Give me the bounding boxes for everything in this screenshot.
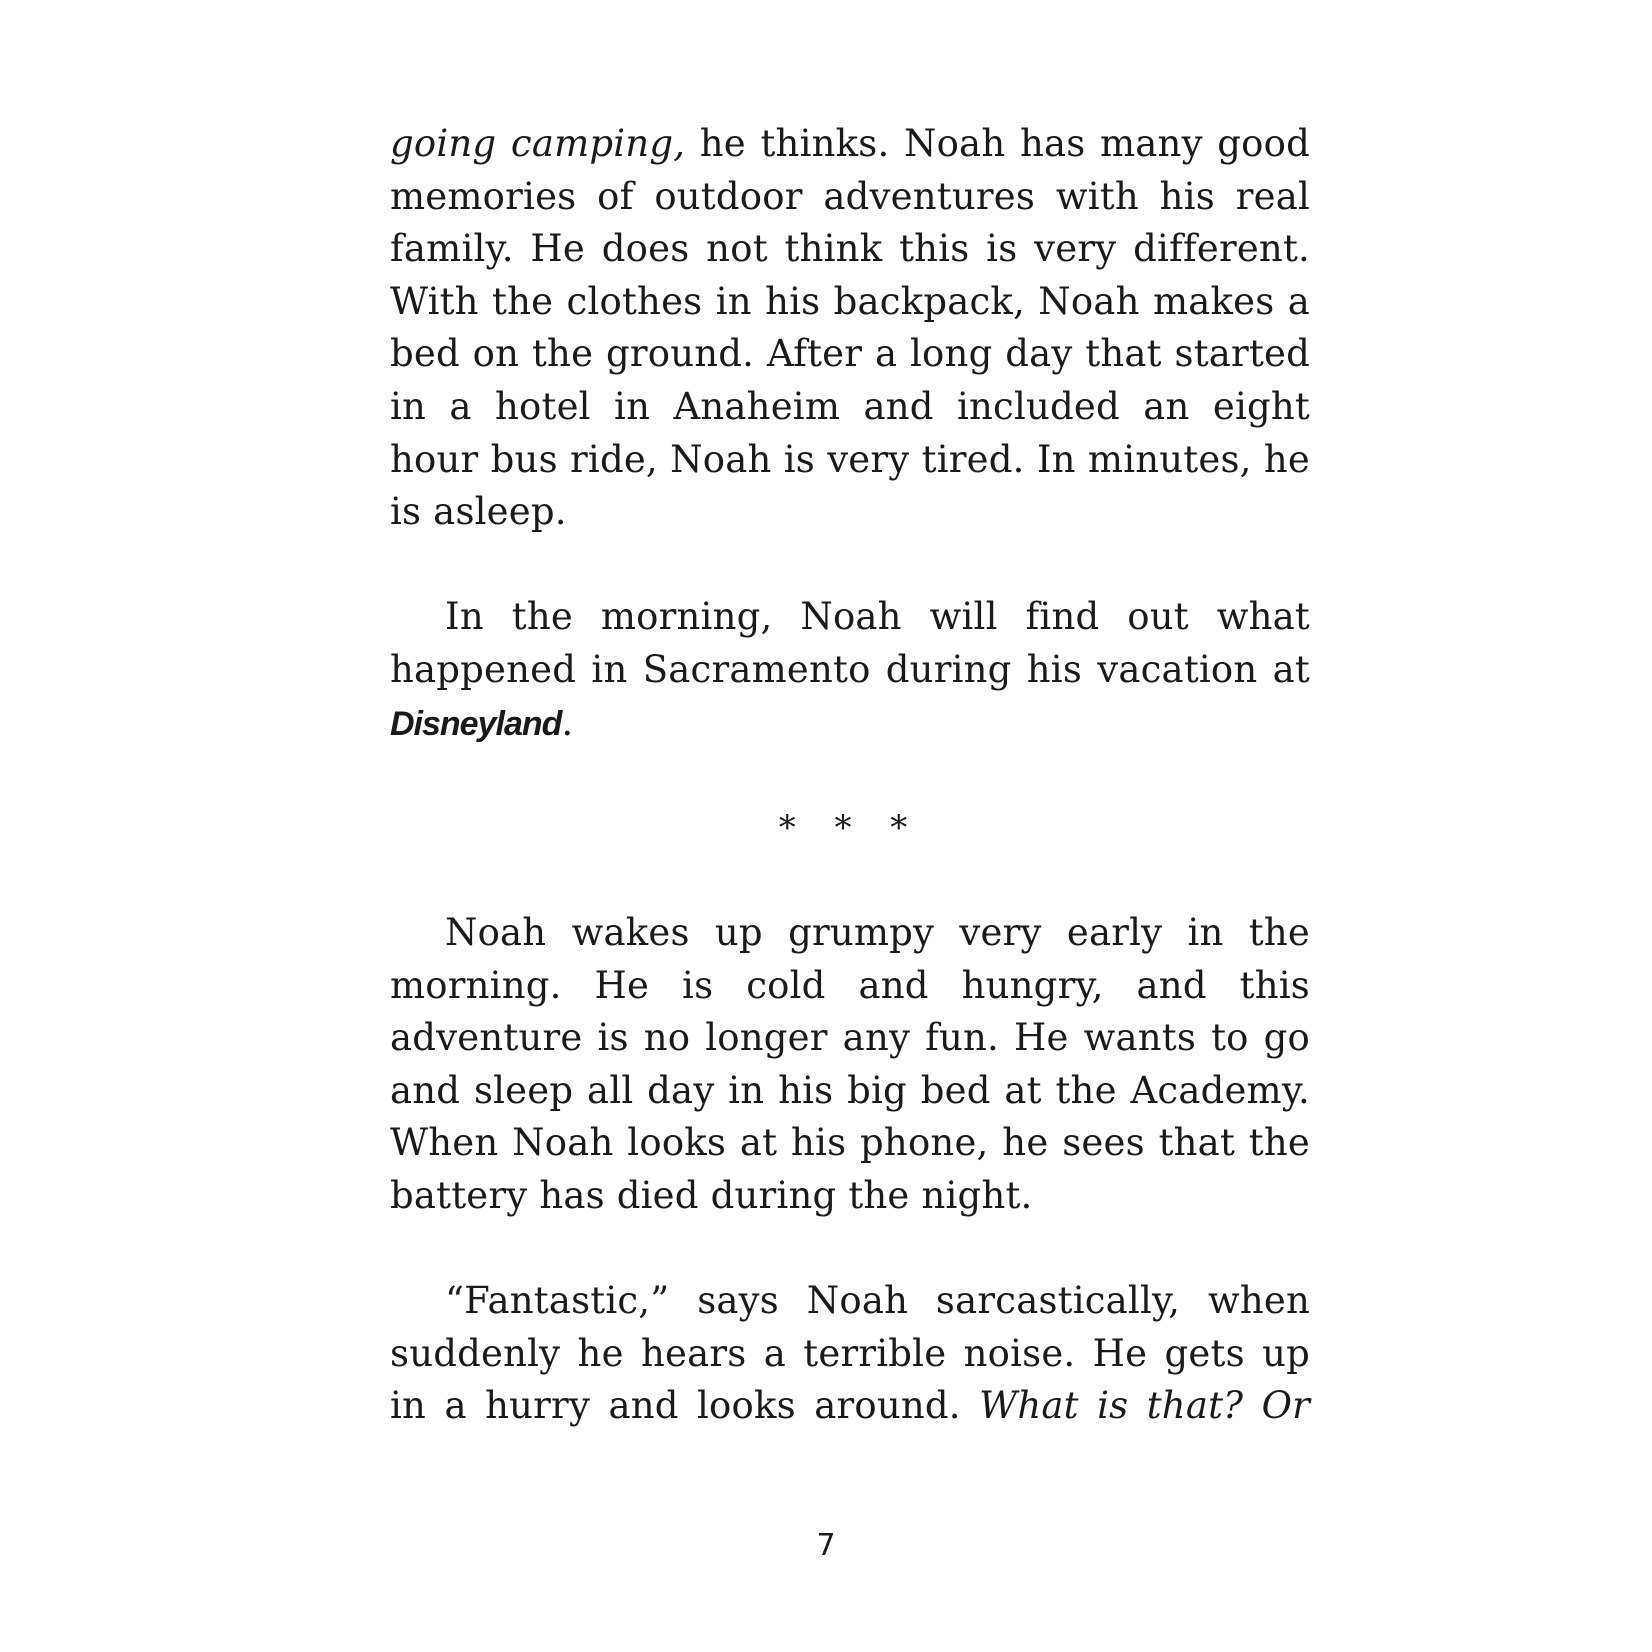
text-line: In the morning, Noah will find out what	[445, 595, 1310, 639]
paragraph	[390, 591, 1310, 749]
text-line: Noah wakes up grumpy very early in the	[445, 910, 1310, 954]
italic-text: going camping,	[390, 122, 686, 165]
text-line: in a hotel in Anaheim and included an eight	[390, 384, 1310, 428]
text-line: suddenly he hears a terrible noise. He gets up	[390, 1331, 1310, 1375]
italic-text: What is that? Or	[979, 1384, 1310, 1428]
text-span: .	[561, 700, 574, 744]
paragraph	[390, 118, 1310, 539]
text-line: battery has died during the night.	[390, 1173, 1033, 1217]
brand-wordmark: Disneyland	[390, 704, 562, 743]
text-line: and sleep all day in his big bed at the Academy.	[390, 1068, 1310, 1112]
text-line: When Noah looks at his phone, he sees that the	[390, 1121, 1310, 1165]
paragraph-gap	[390, 539, 1310, 592]
text-line	[390, 118, 1310, 171]
text-line: With the clothes in his backpack, Noah makes a	[390, 279, 1310, 323]
text-line: morning. He is cold and hungry, and this	[390, 963, 1310, 1007]
section-break: * * *	[778, 807, 922, 848]
text-line: memories of outdoor adventures with his real	[390, 174, 1310, 218]
text-span: he thinks. Noah has many good	[685, 122, 1311, 165]
page-body	[390, 118, 1310, 1433]
text-line: family. He does not think this is very different.	[390, 227, 1310, 271]
text-line: bed on the ground. After a long day that started	[390, 332, 1310, 376]
text-line: happened in Sacramento during his vacation at	[390, 647, 1310, 691]
page-number: 7	[816, 1528, 836, 1563]
paragraph-gap	[390, 1222, 1310, 1275]
paragraph	[390, 1275, 1310, 1433]
text-line	[390, 1380, 1310, 1433]
text-line: adventure is no longer any fun. He wants to go	[390, 1016, 1310, 1060]
text-line: “Fantastic,” says Noah sarcastically, when	[445, 1279, 1310, 1323]
text-span: in a hurry and looks around.	[390, 1384, 980, 1428]
text-line: hour bus ride, Noah is very tired. In minutes, he	[390, 437, 1310, 481]
paragraph	[390, 907, 1310, 1223]
text-line: is asleep.	[390, 490, 567, 534]
text-line	[390, 697, 1310, 750]
